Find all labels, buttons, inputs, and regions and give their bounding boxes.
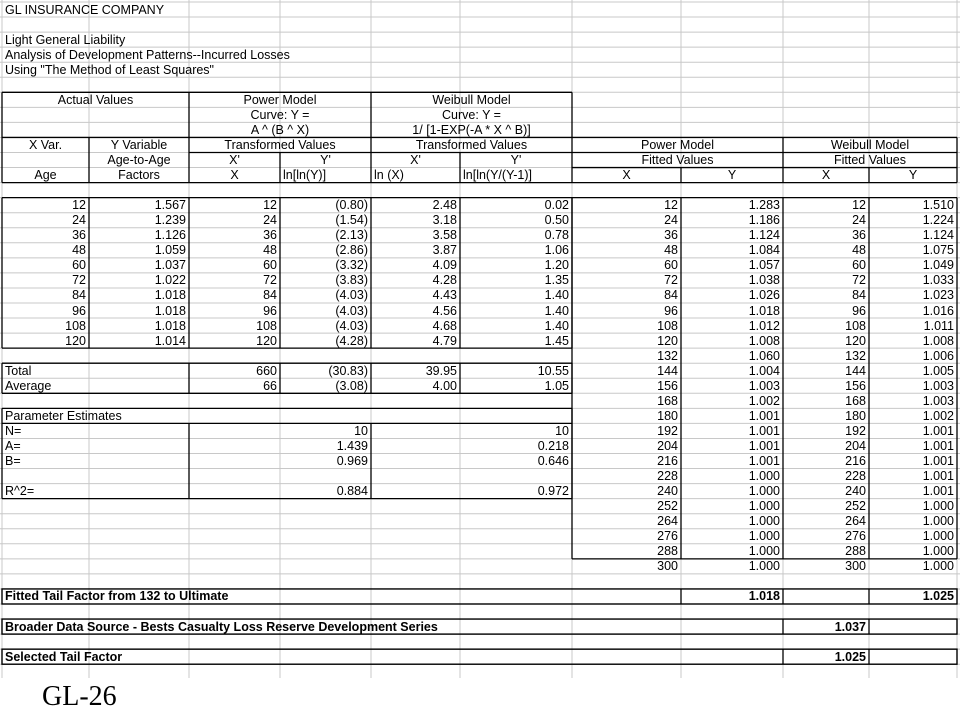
- actual-value-cell: 1.018: [154, 303, 186, 318]
- actual-value-cell: 1.40: [544, 318, 569, 333]
- fitted-value-cell: 1.000: [748, 499, 780, 514]
- actual-value-cell: 3.87: [432, 243, 457, 258]
- fitted-value-cell: 120: [657, 333, 678, 348]
- header-y-variable: Y Variable: [110, 137, 168, 152]
- header-x: X: [622, 168, 631, 183]
- header-power-model: Power Model: [243, 92, 317, 107]
- header-ln-x: ln (X): [374, 168, 404, 183]
- fitted-value-cell: 120: [845, 333, 866, 348]
- fitted-value-cell: 132: [845, 348, 866, 363]
- fitted-value-cell: 1.003: [922, 378, 954, 393]
- fitted-value-cell: 1.003: [922, 393, 954, 408]
- header-y-prime: Y': [510, 153, 522, 167]
- fitted-value-cell: 108: [657, 318, 678, 333]
- header-x: X: [821, 168, 831, 183]
- fitted-tail-power: 1.018: [748, 589, 780, 604]
- fitted-value-cell: 1.004: [748, 363, 780, 378]
- fitted-value-cell: 144: [657, 363, 678, 378]
- actual-value-cell: 1.126: [154, 228, 186, 243]
- parameter-label: A=: [5, 438, 21, 453]
- actual-value-cell: (2.86): [335, 243, 368, 258]
- fitted-value-cell: 1.012: [748, 318, 780, 333]
- actual-value-cell: 84: [263, 288, 277, 303]
- fitted-value-cell: 12: [852, 198, 866, 213]
- fitted-value-cell: 1.001: [748, 454, 780, 468]
- fitted-value-cell: 1.510: [922, 198, 954, 213]
- actual-value-cell: (2.13): [335, 228, 368, 243]
- header-power-formula: A ^ (B ^ X): [250, 122, 310, 137]
- actual-value-cell: 1.022: [154, 273, 186, 288]
- actual-value-cell: 96: [72, 303, 86, 318]
- fitted-value-cell: 1.000: [922, 514, 954, 529]
- actual-value-cell: 4.09: [432, 258, 457, 273]
- actual-value-cell: 12: [72, 198, 86, 213]
- fitted-value-cell: 1.060: [748, 348, 780, 363]
- actual-value-cell: 2.48: [432, 198, 457, 213]
- fitted-value-cell: 84: [852, 288, 866, 303]
- fitted-value-cell: 1.006: [922, 348, 954, 363]
- fitted-value-cell: 1.008: [748, 333, 780, 348]
- header-fitted-values: Fitted Values: [641, 153, 714, 167]
- actual-value-cell: 3.18: [432, 213, 457, 228]
- total-label: Total: [5, 363, 32, 378]
- actual-value-cell: 1.20: [544, 258, 569, 273]
- fitted-value-cell: 132: [657, 348, 678, 363]
- actual-value-cell: 36: [72, 228, 86, 243]
- parameter-label: N=: [5, 423, 22, 438]
- fitted-tail-weibull: 1.025: [922, 589, 954, 604]
- actual-value-cell: (0.80): [335, 198, 368, 213]
- fitted-value-cell: 84: [664, 288, 678, 303]
- fitted-value-cell: 1.002: [922, 408, 954, 423]
- actual-value-cell: 4.79: [432, 333, 457, 348]
- fitted-value-cell: 48: [852, 243, 866, 258]
- fitted-value-cell: 144: [845, 363, 866, 378]
- fitted-value-cell: 276: [845, 529, 866, 544]
- report-title-line: Using "The Method of Least Squares": [5, 62, 214, 77]
- slide-number: GL-26: [42, 681, 117, 712]
- fitted-value-cell: 1.000: [922, 529, 954, 544]
- actual-value-cell: 1.014: [154, 333, 186, 348]
- fitted-value-cell: 300: [845, 559, 866, 574]
- fitted-value-cell: 1.049: [922, 258, 954, 273]
- actual-value-cell: 0.02: [544, 198, 569, 213]
- fitted-value-cell: 1.000: [922, 499, 954, 514]
- actual-value-cell: 108: [256, 318, 277, 333]
- fitted-value-cell: 60: [664, 258, 678, 273]
- fitted-value-cell: 24: [852, 213, 866, 228]
- total-value: 10.55: [537, 363, 569, 378]
- actual-value-cell: 0.78: [544, 228, 569, 243]
- fitted-value-cell: 1.283: [748, 198, 780, 213]
- total-value: 39.95: [425, 363, 457, 378]
- actual-value-cell: 36: [263, 228, 277, 243]
- fitted-value-cell: 180: [657, 408, 678, 423]
- fitted-value-cell: 1.033: [922, 273, 954, 288]
- header-weibull-model-fitted: Weibull Model: [830, 137, 910, 152]
- broader-data-label: Broader Data Source - Bests Casualty Loss Reserve Development Series: [5, 619, 438, 634]
- fitted-value-cell: 1.124: [922, 228, 954, 243]
- fitted-value-cell: 252: [845, 499, 866, 514]
- actual-value-cell: 1.40: [544, 288, 569, 303]
- header-ln-ln-y: ln[ln(Y)]: [283, 168, 327, 183]
- header-y: Y: [727, 168, 737, 183]
- actual-value-cell: (4.03): [335, 318, 368, 333]
- header-power-curve: Curve: Y =: [250, 107, 310, 122]
- header-x-prime: X': [229, 153, 240, 167]
- fitted-value-cell: 1.011: [923, 318, 954, 333]
- header-power-model-fitted: Power Model: [641, 137, 714, 152]
- actual-value-cell: 0.50: [544, 213, 569, 228]
- parameter-power-value: 1.439: [336, 438, 368, 453]
- actual-value-cell: 1.40: [544, 303, 569, 318]
- header-weibull-curve: Curve: Y =: [442, 107, 501, 122]
- parameter-power-value: [192, 469, 368, 484]
- fitted-value-cell: 228: [657, 469, 678, 484]
- fitted-value-cell: 108: [845, 318, 866, 333]
- fitted-value-cell: 1.016: [922, 303, 954, 318]
- fitted-value-cell: 228: [845, 469, 866, 484]
- fitted-value-cell: 96: [852, 303, 866, 318]
- header-transformed-values: Transformed Values: [224, 137, 336, 152]
- fitted-value-cell: 1.002: [748, 393, 780, 408]
- fitted-value-cell: 264: [657, 514, 678, 529]
- parameter-weibull-value: 0.972: [537, 484, 569, 499]
- fitted-value-cell: 276: [657, 529, 678, 544]
- average-value: (3.08): [335, 378, 368, 393]
- actual-value-cell: 1.059: [154, 243, 186, 258]
- fitted-value-cell: 1.008: [922, 333, 954, 348]
- header-y: Y: [908, 168, 918, 183]
- fitted-value-cell: 216: [657, 454, 678, 468]
- fitted-value-cell: 288: [845, 544, 866, 559]
- actual-value-cell: (4.28): [335, 333, 368, 348]
- fitted-value-cell: 1.084: [748, 243, 780, 258]
- fitted-value-cell: 1.000: [922, 544, 954, 559]
- actual-value-cell: 120: [256, 333, 277, 348]
- fitted-value-cell: 1.000: [748, 484, 780, 499]
- header-x: X: [230, 168, 239, 183]
- actual-value-cell: 84: [72, 288, 86, 303]
- actual-value-cell: (3.32): [335, 258, 368, 273]
- actual-value-cell: 60: [263, 258, 277, 273]
- actual-value-cell: 108: [65, 318, 86, 333]
- company-name: GL INSURANCE COMPANY: [5, 2, 165, 17]
- fitted-value-cell: 1.001: [922, 438, 954, 453]
- actual-value-cell: (4.03): [335, 303, 368, 318]
- parameter-weibull-value: 0.218: [537, 438, 569, 453]
- fitted-value-cell: 36: [664, 228, 678, 243]
- fitted-value-cell: 1.001: [922, 454, 954, 468]
- fitted-value-cell: 288: [657, 544, 678, 559]
- actual-value-cell: 60: [72, 258, 86, 273]
- actual-value-cell: 24: [263, 213, 277, 228]
- fitted-value-cell: 192: [657, 423, 678, 438]
- fitted-value-cell: 264: [845, 514, 866, 529]
- parameter-weibull-value: [374, 469, 569, 484]
- parameter-power-value: 0.884: [336, 484, 368, 499]
- actual-value-cell: 1.018: [154, 318, 186, 333]
- fitted-value-cell: 24: [664, 213, 678, 228]
- actual-value-cell: 1.45: [544, 333, 569, 348]
- fitted-value-cell: 216: [845, 454, 866, 468]
- fitted-value-cell: 1.224: [922, 213, 954, 228]
- parameter-label: R^2=: [5, 484, 35, 499]
- header-actual-values: Actual Values: [57, 92, 134, 107]
- actual-value-cell: 1.239: [154, 213, 186, 228]
- report-title-line: Light General Liability: [5, 32, 126, 47]
- fitted-value-cell: 1.000: [748, 529, 780, 544]
- actual-value-cell: 48: [72, 243, 86, 258]
- fitted-value-cell: 72: [664, 273, 678, 288]
- fitted-value-cell: 60: [852, 258, 866, 273]
- header-x-var: X Var.: [28, 137, 63, 152]
- total-value: (30.83): [328, 363, 368, 378]
- parameter-power-value: 10: [354, 423, 368, 438]
- fitted-value-cell: 240: [845, 484, 866, 499]
- parameter-label: B=: [5, 454, 21, 468]
- fitted-value-cell: 72: [852, 273, 866, 288]
- actual-value-cell: 3.58: [432, 228, 457, 243]
- fitted-value-cell: 1.001: [922, 484, 954, 499]
- fitted-value-cell: 12: [664, 198, 678, 213]
- header-ln-ln-y-ratio: ln[ln(Y/(Y-1)]: [463, 168, 533, 183]
- average-label: Average: [5, 378, 52, 393]
- header-y-prime: Y': [320, 153, 331, 167]
- fitted-value-cell: 1.003: [748, 378, 780, 393]
- selected-tail-label: Selected Tail Factor: [5, 649, 123, 664]
- average-value: 1.05: [544, 378, 569, 393]
- actual-value-cell: 96: [263, 303, 277, 318]
- actual-value-cell: 1.018: [154, 288, 186, 303]
- actual-value-cell: 4.56: [432, 303, 457, 318]
- fitted-value-cell: 1.186: [748, 213, 780, 228]
- parameter-weibull-value: 10: [555, 423, 569, 438]
- fitted-value-cell: 252: [657, 499, 678, 514]
- fitted-value-cell: 1.001: [922, 469, 954, 484]
- fitted-value-cell: 96: [664, 303, 678, 318]
- fitted-value-cell: 204: [845, 438, 866, 453]
- fitted-value-cell: 192: [845, 423, 866, 438]
- fitted-value-cell: 1.000: [748, 514, 780, 529]
- fitted-value-cell: 1.075: [922, 243, 954, 258]
- total-value: 660: [256, 363, 277, 378]
- header-weibull-model: Weibull Model: [432, 92, 511, 107]
- header-fitted-values: Fitted Values: [833, 153, 907, 167]
- fitted-value-cell: 300: [657, 559, 678, 574]
- header-age-to-age: Age-to-Age: [107, 153, 171, 167]
- broader-data-value: 1.037: [834, 619, 866, 634]
- header-age: Age: [34, 168, 57, 183]
- header-factors: Factors: [118, 168, 160, 183]
- fitted-value-cell: 204: [657, 438, 678, 453]
- fitted-value-cell: 1.018: [748, 303, 780, 318]
- fitted-value-cell: 1.000: [748, 544, 780, 559]
- actual-value-cell: (3.83): [335, 273, 368, 288]
- report-title-line: Analysis of Development Patterns--Incurred Losses: [5, 47, 290, 62]
- average-value: 66: [263, 378, 277, 393]
- header-transformed-values: Transformed Values: [415, 137, 528, 152]
- fitted-value-cell: 240: [657, 484, 678, 499]
- parameter-weibull-value: 0.646: [537, 454, 569, 468]
- actual-value-cell: (4.03): [335, 288, 368, 303]
- fitted-value-cell: 1.038: [748, 273, 780, 288]
- actual-value-cell: 1.06: [544, 243, 569, 258]
- fitted-value-cell: 48: [664, 243, 678, 258]
- fitted-value-cell: 36: [852, 228, 866, 243]
- fitted-value-cell: 1.000: [922, 559, 954, 574]
- actual-value-cell: 12: [263, 198, 277, 213]
- fitted-value-cell: 1.023: [922, 288, 954, 303]
- actual-value-cell: 4.28: [432, 273, 457, 288]
- fitted-value-cell: 1.000: [748, 469, 780, 484]
- average-value: 4.00: [432, 378, 457, 393]
- header-x-prime: X': [410, 153, 421, 167]
- actual-value-cell: 1.567: [154, 198, 186, 213]
- fitted-value-cell: 1.057: [748, 258, 780, 273]
- actual-value-cell: 1.35: [544, 273, 569, 288]
- fitted-value-cell: 156: [657, 378, 678, 393]
- fitted-value-cell: 1.001: [748, 423, 780, 438]
- actual-value-cell: 1.037: [154, 258, 186, 273]
- fitted-value-cell: 1.005: [922, 363, 954, 378]
- actual-value-cell: (1.54): [335, 213, 368, 228]
- actual-value-cell: 120: [65, 333, 86, 348]
- actual-value-cell: 4.68: [432, 318, 457, 333]
- fitted-value-cell: 1.001: [922, 423, 954, 438]
- actual-value-cell: 72: [263, 273, 277, 288]
- actual-value-cell: 48: [263, 243, 277, 258]
- actual-value-cell: 72: [72, 273, 86, 288]
- parameter-label: [5, 469, 186, 484]
- fitted-value-cell: 1.001: [748, 438, 780, 453]
- parameter-estimates-heading: Parameter Estimates: [5, 408, 122, 423]
- fitted-value-cell: 180: [845, 408, 866, 423]
- fitted-value-cell: 1.001: [748, 408, 780, 423]
- parameter-power-value: 0.969: [336, 454, 368, 468]
- header-weibull-formula: 1/ [1-EXP(-A * X ^ B)]: [412, 122, 531, 137]
- fitted-value-cell: 156: [845, 378, 866, 393]
- fitted-value-cell: 1.124: [748, 228, 780, 243]
- fitted-value-cell: 168: [845, 393, 866, 408]
- actual-value-cell: 24: [72, 213, 86, 228]
- selected-tail-value: 1.025: [834, 649, 866, 664]
- actual-value-cell: 4.43: [432, 288, 457, 303]
- fitted-value-cell: 168: [657, 393, 678, 408]
- fitted-tail-label: Fitted Tail Factor from 132 to Ultimate: [5, 589, 229, 604]
- fitted-value-cell: 1.000: [748, 559, 780, 574]
- fitted-value-cell: 1.026: [748, 288, 780, 303]
